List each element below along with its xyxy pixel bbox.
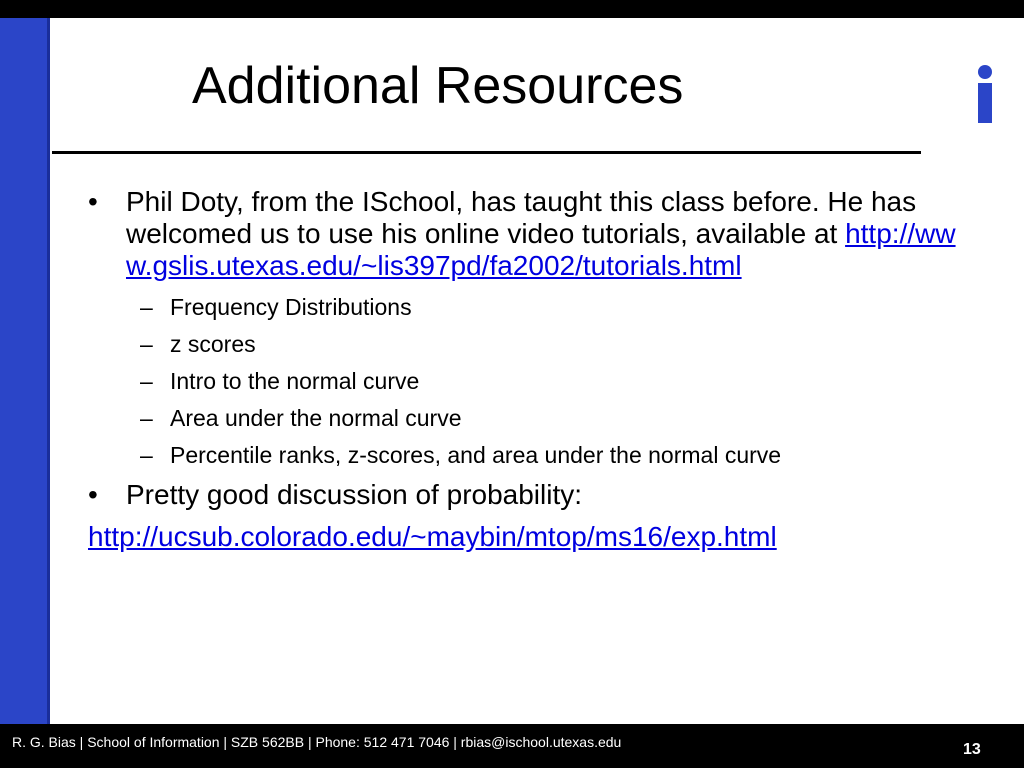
bullet-item — [88, 186, 968, 282]
page-number: 13 — [963, 741, 981, 758]
tutorial-topic-list — [88, 294, 968, 468]
dash-marker: – — [140, 331, 153, 357]
list-item-text: Frequency Distributions — [170, 294, 412, 320]
top-bar — [0, 0, 1024, 18]
list-item-text: Percentile ranks, z-scores, and area under the normal curve — [170, 442, 782, 468]
list-item-text: z scores — [170, 331, 256, 357]
side-accent-bar — [0, 18, 50, 724]
list-item — [88, 294, 968, 320]
bullet-marker: • — [88, 479, 98, 510]
footer-bar — [0, 724, 1024, 768]
bullet-item — [88, 479, 968, 511]
footer-contact-text: R. G. Bias | School of Information | SZB 562BB | Phone: 512 471 7046 | rbias@ischool.utexas.edu — [12, 734, 622, 750]
list-item — [88, 368, 968, 394]
tutorials-link[interactable]: http://www.gslis.utexas.edu/~lis397pd/fa2002/tutorials.html — [126, 218, 956, 281]
slide-content — [88, 186, 968, 553]
title-divider — [52, 151, 921, 154]
list-item — [88, 405, 968, 431]
list-item — [88, 442, 968, 468]
list-item — [88, 331, 968, 357]
dash-marker: – — [140, 294, 153, 320]
probability-link[interactable]: http://ucsub.colorado.edu/~maybin/mtop/ms16/exp.html — [88, 521, 777, 552]
bullet-text: Pretty good discussion of probability: — [126, 479, 583, 510]
list-item-text: Intro to the normal curve — [170, 368, 420, 394]
bullet-marker: • — [88, 186, 98, 217]
dash-marker: – — [140, 405, 153, 431]
slide-title: Additional Resources — [192, 57, 684, 115]
ischool-i-logo-icon — [968, 64, 1002, 126]
dash-marker: – — [140, 368, 153, 394]
list-item-text: Area under the normal curve — [170, 405, 462, 431]
bullet-text: Phil Doty, from the ISchool, has taught this class before. He has welcomed us to use his online video tutorials, available at — [126, 186, 917, 249]
dash-marker: – — [140, 442, 153, 468]
